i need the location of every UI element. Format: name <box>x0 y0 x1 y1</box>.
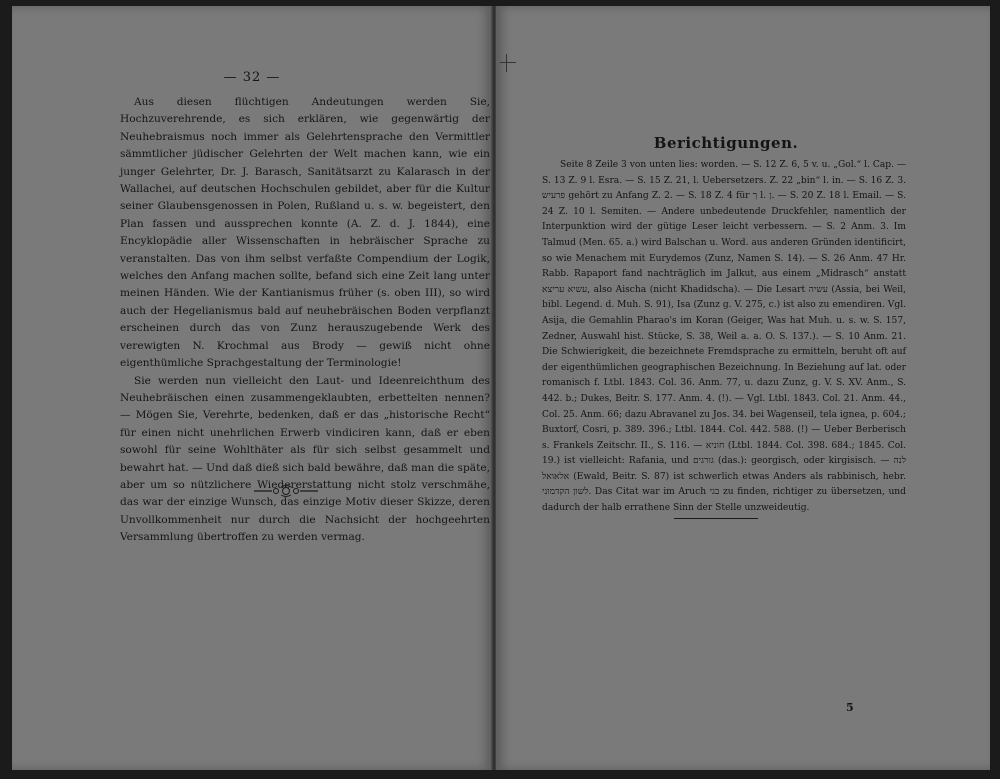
errata-paragraph: Seite 8 Zeile 3 von unten lies: worden. — S. 12 Z. 6, 5 v. u. „Gol.“ l. Cap. — S. 13 Z. 9 l. Esra. — S. 15 Z. 21, l. Uebersetzers. Z. 22 „bin“ l. in. — S. 16 Z. 3. פרעיש gehört zu Anfang Z. 2. — S. 18 Z. 4 für ך l. ן. — S. 20 Z. 18 l. Email. — S. 24 Z. 10 l. Semiten. — Andere unbedeutende Druckfehler, namentlich der Interpunktion wird der gütige Leser leicht verbessern. — S. 2 Anm. 3. Im Talmud (Men. 65. a.) wird Balschan u. Word. aus anderen Gründen identificirt, so wie Menachem mit Eurydemos (Zunz, Namen S. 14). — S. 26 Anm. 47 Hr. Rabb. Rapaport fand nachträglich im Jalkut, aus einem „Midrasch“ anstatt עשיא עריצא, also Aischa (nicht Khadidscha). — Die Lesart עשיה (Assia, bei Weil, bibl. Legend. d. Muh. S. 91), Isa (Zunz g. V. 275, c.) ist also zu emendiren. Vgl. Asija, die Gemahlin Pharao's im Koran (Geiger, Was hat Muh. u. s. w. S. 157, Zedner, Auswahl hist. Stücke, S. 38, Weil a. a. O. S. 137.). — S. 10 Anm. 21. Die Schwierigkeit, die bezeichnete Fremdsprache zu ermitteln, beruht oft auf der eigenthümlichen geographischen Bezeichnung. In Beziehung auf lat. oder romanisch f. Ltbl. 1843. Col. 36. Anm. 77, u. dazu Zunz, g. V. S. XV. Anm., S. 442. b.; Dukes, Beitr. S. 177. Anm. 4. (!). — Vgl. Ltbl. 1843. Col. 21. Anm. 44., Col. 25. Anm. 66; dazu Abravanel zu Jos. 34. bei Wagenseil, tela ignea, p. 604.; Buxtorf, Cosri, p. 389. 396.; Ltbl. 1844. Col. 442. 588. (!) — Ueber Berberisch s. Frankels Zeitschr. II., S. 116. — חוניא (Ltbl. 1844. Col. 398. 684.; 1845. Col. 19.) ist vielleicht: Rafania, und גורגים (das.): georgisch, oder kirgisisch. — לנה אלאואל (Ewald, Beitr. S. 87) ist schwerlich etwas Anders als rabbinisch, hebr. לשון הקדמוני. Das Citat war im Aruch בגי zu finden, richtiger zu übersetzen, und dadurch der halb errathene Sinn der Stelle unzweideutig. <box>542 160 906 514</box>
right-page <box>496 6 990 770</box>
ornament-divider <box>252 484 320 498</box>
left-page <box>12 6 492 770</box>
crop-mark <box>506 54 507 72</box>
errata-title: Berichtigungen. <box>653 134 799 152</box>
crop-mark <box>500 62 516 63</box>
closing-rule <box>674 518 758 519</box>
page-number-top: — 32 — <box>223 70 281 85</box>
paragraph-1: Aus diesen flüchtigen Andeutungen werden Sie, Hochzuverehrende, es sich erklären, wie gegenwärtig der Neuhebraismus noch immer als Gelehrtensprache den Vermittler sämmtlicher jüdischer Gelehrten der Welt machen kann, wie ein junger Gelehrter, Dr. J. Barasch, Sanitätsarzt zu Kalarasch in der Wallachei, auf deutschen Hochschulen gebildet, aber für die Kultur seiner Glaubensgenossen in Polen, Rußland u. s. w. begeistert, den Plan fassen und aussprechen konnte (A. Z. d. J. 1844), eine Encyklopädie aller Wissenschaften in hebräischer Sprache zu veranstalten. Das von ihm selbst verfaßte Compendium der Logik, welches den Anfang machen sollte, befand sich eine Zeit lang unter meinen Händen. Wie der Kantianismus früher (s. oben III), so wird auch der Hegelianismus bald auf neuhebräischen Boden verpflanzt erscheinen durch das von Zunz herauszugebende Werk des verewigten N. Krochmal aus Brody — gewiß nicht ohne eigenthümliche Sprachgestaltung der Terminologie! <box>120 96 490 370</box>
left-body-text <box>120 94 490 547</box>
paragraph-2: Sie werden nun vielleicht den Laut- und Ideenreichthum des Neuhebräischen einen zusammengeklaubten, erbettelten nennen? — Mögen Sie, Verehrte, bedenken, daß er das „historische Recht“ für einen nicht unehrlichen Erwerb vindiciren kann, daß er eben sowohl für seine Wohlthäter als für sich selbst gesammelt und bewahrt hat. — Und daß dieß sich bald bewähre, daß man die späte, aber um so nützlichere Wiedererstattung nicht stolz verschmähe, das war der einzige Wunsch, das einzige Motiv dieser Skizze, deren Unvollkommenheit nur durch die Nachsicht der hochgeehrten Versammlung übertroffen zu werden vermag. <box>120 374 490 544</box>
page-number-bottom: 5 <box>846 701 854 714</box>
errata-body-text <box>542 158 906 517</box>
